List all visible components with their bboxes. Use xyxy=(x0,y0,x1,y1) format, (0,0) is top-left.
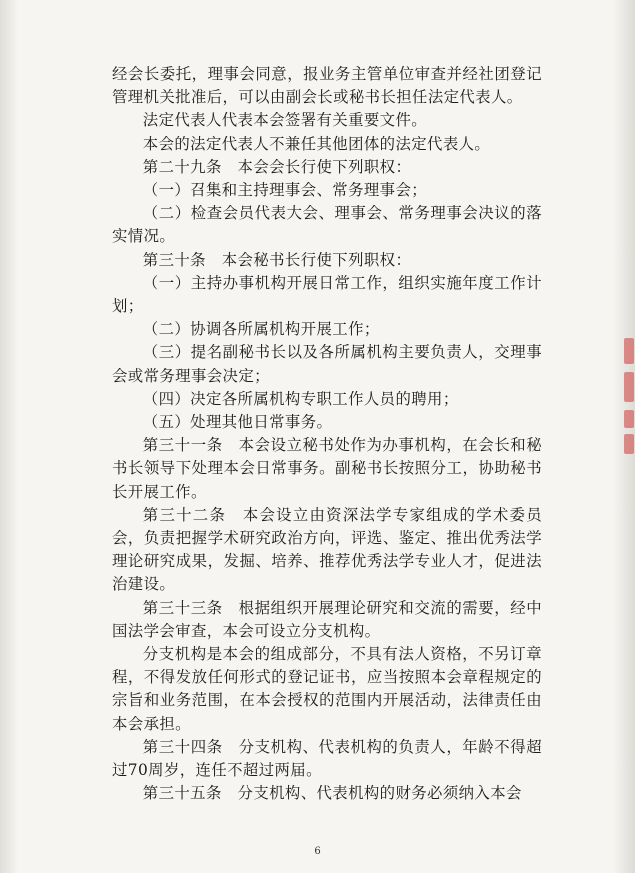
page-number: 6 xyxy=(314,846,321,857)
paragraph: 法定代表人代表本会签署有关重要文件。 xyxy=(142,111,428,130)
paragraph: （一）主持办事机构开展日常工作，组织实施年度工作计划； xyxy=(112,273,542,316)
paragraph: 本会的法定代表人不兼任其他团体的法定代表人。 xyxy=(142,134,491,153)
paragraph: 第三十四条 分支机构、代表机构的负责人，年龄不得超过70周岁，连任不超过两届。 xyxy=(112,737,542,780)
paragraph: 第二十九条 本会会长行使下列职权： xyxy=(142,157,412,176)
paragraph: （二）检查会员代表大会、理事会、常务理事会决议的落实情况。 xyxy=(112,204,542,246)
paragraph: 第三十二条 本会设立由资深法学专家组成的学术委员会，负责把握学术研究政治方向，评选、鉴定、推出优秀法学理论研究成果，发掘、培养、推荐优秀法学专业人才，促进法治建设。 xyxy=(112,505,542,594)
paragraph: （一）召集和主持理事会、常务理事会； xyxy=(142,181,428,200)
paragraph: 第三十三条 根据组织开展理论研究和交流的需要，经中国法学会审查，本会可设立分支机构。 xyxy=(112,598,542,640)
paragraph: 第三十五条 分支机构、代表机构的财务必须纳入本会 xyxy=(142,784,522,803)
paragraph: （三）提名副秘书长以及各所属机构主要负责人，交理事会或常务理事会决定； xyxy=(112,343,542,385)
left-edge-shadow xyxy=(0,0,18,873)
paragraph: 经会长委托，理事会同意，报业务主管单位审查并经社团登记管理机关批准后，可以由副会长或秘书长担任法定代表人。 xyxy=(112,65,542,107)
paragraph: 分支机构是本会的组成部分，不具有法人资格，不另订章程，不得发放任何形式的登记证书，应当按照本会章程规定的宗旨和业务范围，在本会授权的范围内开展活动，法律责任由本会承担。 xyxy=(112,645,542,733)
paragraph: 第三十条 本会秘书长行使下列职权： xyxy=(142,250,412,269)
paragraph: （四）决定各所属机构专职工作人员的聘用； xyxy=(142,389,459,408)
paragraph: （五）处理其他日常事务。 xyxy=(142,413,333,432)
paragraph: 第三十一条 本会设立秘书处作为办事机构，在会长和秘书长领导下处理本会日常事务。副秘书长按照分工，协助秘书长开展工作。 xyxy=(112,436,542,501)
seal-fragment xyxy=(621,338,635,456)
body-text xyxy=(112,63,542,806)
paragraph: （二）协调各所属机构开展工作； xyxy=(142,320,380,339)
